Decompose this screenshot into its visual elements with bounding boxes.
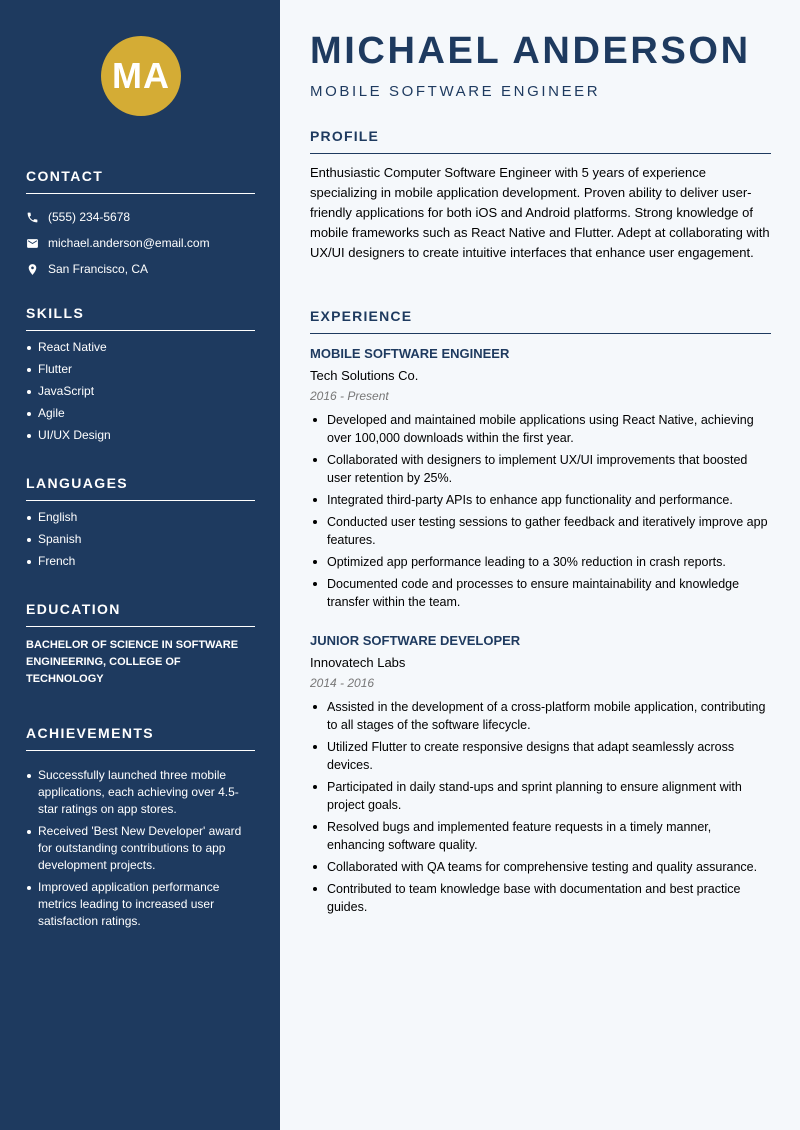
skill-item: Agile	[26, 406, 255, 421]
skills-list	[26, 340, 255, 443]
skill-item: JavaScript	[26, 384, 255, 399]
job-title: JUNIOR SOFTWARE DEVELOPER	[310, 633, 521, 648]
achievement-item: Improved application performance metrics leading to increased user satisfaction ratings.	[26, 879, 255, 930]
job-bullet: Integrated third-party APIs to enhance app functionality and performance.	[310, 491, 771, 509]
skills-section	[26, 305, 255, 450]
languages-section	[26, 475, 255, 576]
sidebar	[0, 0, 280, 1130]
contact-location: San Francisco, CA	[48, 262, 149, 276]
contact-email[interactable]: michael.anderson@email.com	[48, 236, 210, 250]
achievements-list	[26, 767, 255, 930]
contact-phone[interactable]: (555) 234-5678	[48, 210, 131, 224]
contact-email-row	[26, 230, 255, 256]
contact-heading: CONTACT	[26, 168, 255, 194]
location-pin-icon	[26, 263, 39, 276]
email-icon	[26, 237, 39, 250]
job-bullet: Collaborated with QA teams for comprehensive testing and quality assurance.	[310, 858, 771, 876]
achievements-section	[26, 725, 255, 935]
skills-heading: SKILLS	[26, 305, 255, 331]
language-item: English	[26, 510, 255, 525]
job-bullet: Optimized app performance leading to a 30% reduction in crash reports.	[310, 553, 771, 571]
education-heading: EDUCATION	[26, 601, 255, 627]
language-item: French	[26, 554, 255, 569]
candidate-name: MICHAEL ANDERSON	[310, 30, 751, 72]
languages-heading: LANGUAGES	[26, 475, 255, 501]
job-bullet: Assisted in the development of a cross-platform mobile application, contributing to all stages of the software lifecycle.	[310, 698, 771, 734]
job-company: Tech Solutions Co.	[310, 368, 419, 383]
experience-heading: EXPERIENCE	[310, 308, 771, 334]
languages-list	[26, 510, 255, 569]
job-bullet: Contributed to team knowledge base with documentation and best practice guides.	[310, 880, 771, 916]
job-entry	[310, 633, 771, 920]
achievement-item: Successfully launched three mobile applications, each achieving over 4.5-star ratings on app stores.	[26, 767, 255, 818]
avatar	[101, 36, 181, 116]
job-bullet: Utilized Flutter to create responsive designs that adapt seamlessly across devices.	[310, 738, 771, 774]
phone-icon	[26, 211, 39, 224]
job-bullet: Conducted user testing sessions to gather feedback and iteratively improve app features.	[310, 513, 771, 549]
contact-location-row	[26, 256, 255, 282]
achievement-item: Received 'Best New Developer' award for outstanding contributions to app development projects.	[26, 823, 255, 874]
job-title: MOBILE SOFTWARE ENGINEER	[310, 346, 510, 361]
job-bullets	[310, 411, 771, 611]
profile-heading: PROFILE	[310, 128, 771, 154]
job-bullet: Collaborated with designers to implement UX/UI improvements that boosted user retention by 25%.	[310, 451, 771, 487]
job-bullet: Resolved bugs and implemented feature requests in a timely manner, enhancing software quality.	[310, 818, 771, 854]
profile-text: Enthusiastic Computer Software Engineer with 5 years of experience specializing in mobile application development. Proven ability to deliver user-friendly applications for both iOS and Android platforms. Strong knowledge of mobile frameworks such as React Native and Flutter. Adept at collaborating with UX/UI designers to create intuitive interfaces that enhance user engagement.	[310, 165, 770, 260]
job-entry	[310, 346, 771, 615]
job-bullets	[310, 698, 771, 916]
education-section	[26, 601, 255, 688]
job-period: 2016 - Present	[310, 389, 389, 403]
language-item: Spanish	[26, 532, 255, 547]
avatar-initials: MA	[112, 55, 170, 96]
education-degree: BACHELOR OF SCIENCE IN SOFTWARE ENGINEERING, COLLEGE OF TECHNOLOGY	[26, 639, 239, 685]
achievements-heading: ACHIEVEMENTS	[26, 725, 255, 751]
job-company: Innovatech Labs	[310, 655, 406, 670]
job-bullet: Participated in daily stand-ups and sprint planning to ensure alignment with project goals.	[310, 778, 771, 814]
contact-phone-row	[26, 204, 255, 230]
job-period: 2014 - 2016	[310, 676, 375, 690]
contact-section	[26, 168, 255, 282]
skill-item: React Native	[26, 340, 255, 355]
job-bullet: Documented code and processes to ensure maintainability and knowledge transfer within the team.	[310, 575, 771, 611]
candidate-title: MOBILE SOFTWARE ENGINEER	[310, 83, 601, 100]
skill-item: Flutter	[26, 362, 255, 377]
skill-item: UI/UX Design	[26, 428, 255, 443]
job-bullet: Developed and maintained mobile applications using React Native, achieving over 100,000 downloads within the first year.	[310, 411, 771, 447]
